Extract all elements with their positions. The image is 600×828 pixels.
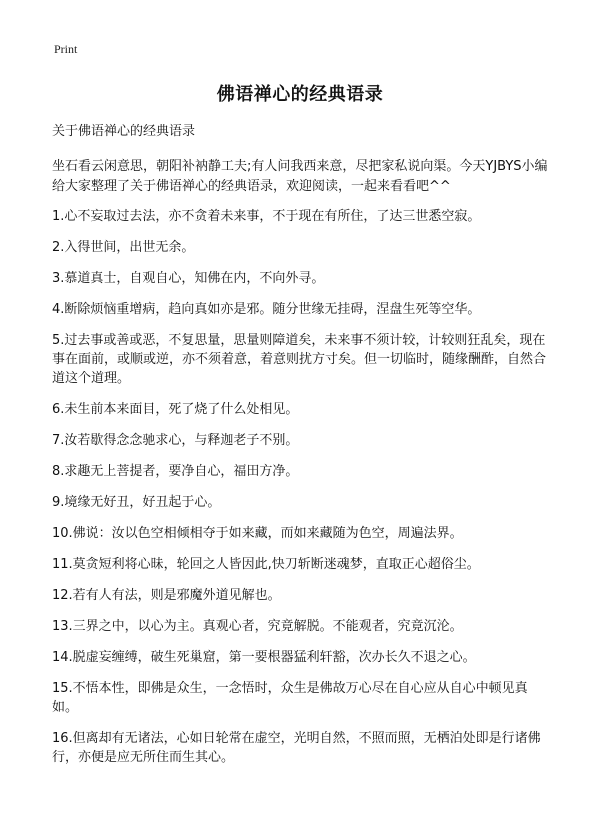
quote-item: 16.但离却有无诸法，心如日轮常在虚空，光明自然，不照而照，无栖泊处即是行诸佛行，亦便是应无所住而生其心。 <box>52 731 541 765</box>
quote-item: 12.若有人有法，则是邪魔外道见解也。 <box>52 588 281 603</box>
quote-item: 14.脱虚妄缠缚，破生死巢窟，第一要根器猛利轩豁，次办长久不退之心。 <box>52 650 476 665</box>
quote-item: 8.求趣无上菩提者，要净自心，福田方净。 <box>52 464 299 479</box>
print-label: Print <box>54 42 78 56</box>
quote-item: 9.境缘无好丑，好丑起于心。 <box>52 495 221 510</box>
quote-list <box>52 207 548 767</box>
quote-item: 11.莫贪短利将心昧，轮回之人皆因此,快刀斩断迷魂梦，直取正心超俗尘。 <box>52 557 480 572</box>
quote-item: 1.心不妄取过去法，亦不贪着未来事，不于现在有所住，了达三世悉空寂。 <box>52 209 481 224</box>
quote-item: 6.未生前本来面目，死了烧了什么处相见。 <box>52 402 299 417</box>
quote-item: 15.不悟本性，即佛是众生，一念悟时，众生是佛故万心尽在自心应从自心中顿见真如。 <box>52 681 528 715</box>
quote-item: 10.佛说：汝以色空相倾相夺于如来藏，而如来藏随为色空，周遍法界。 <box>52 526 463 541</box>
quote-item: 13.三界之中，以心为主。真观心者，究竟解脱。不能观者，究竟沉沦。 <box>52 619 463 634</box>
quote-item: 2.入得世间，出世无余。 <box>52 240 195 255</box>
quote-item: 3.慕道真士，自观自心，知佛在内，不向外寻。 <box>52 271 325 286</box>
page-title: 佛语禅心的经典语录 <box>216 84 384 105</box>
quote-item: 5.过去事或善或恶，不复思量，思量则障道矣，未来事不须计较，计较则狂乱矣，现在事在面前，或顺或逆，亦不须着意，着意则扰方寸矣。但一切临时，随缘酬酢，自然合道这个道理。 <box>52 333 547 386</box>
page-subtitle: 关于佛语禅心的经典语录 <box>52 124 196 139</box>
quote-item: 7.汝若歇得念念驰求心，与释迦老子不别。 <box>52 433 299 448</box>
intro-paragraph: 坐石看云闲意思，朝阳补衲静工夫;有人问我西来意，尽把家私说向渠。今天YJBYS小编给大家整理了关于佛语禅心的经典语录，欢迎阅读，一起来看看吧^^ <box>52 159 548 194</box>
quote-item: 4.断除烦恼重增病，趋向真如亦是邪。随分世缘无挂碍，涅盘生死等空华。 <box>52 302 481 317</box>
